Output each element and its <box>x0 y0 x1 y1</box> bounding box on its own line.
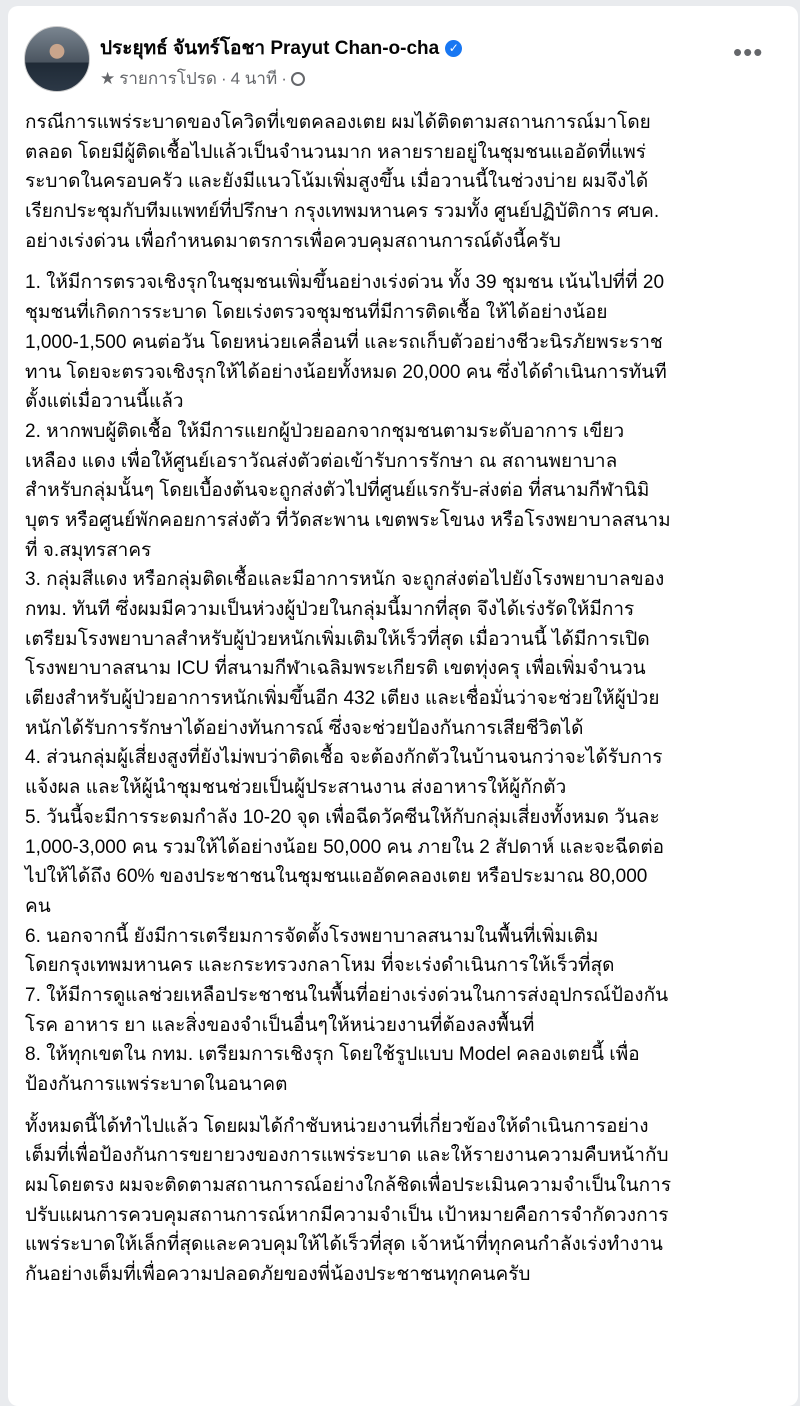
post-text-line: เหลือง แดง เพื่อให้ศูนย์เอราวัณส่งตัวต่อเข้ารับการรักษา ณ สถานพยาบาล <box>25 450 618 472</box>
post-text-line: ตลอด โดยมีผู้ติดเชื้อไปแล้วเป็นจำนวนมาก หลายรายอยู่ในชุมชนแออัดที่แพร่ <box>25 141 646 163</box>
post-text-line: สำหรับกลุ่มนั้นๆ โดยเบื้องต้นจะถูกส่งตัวไปที่ศูนย์แรกรับ-ส่งต่อ ที่สนามกีฬานิมิ <box>25 480 650 502</box>
post-text-line: 4. ส่วนกลุ่มผู้เสี่ยงสูงที่ยังไม่พบว่าติดเชื้อ จะต้องกักตัวในบ้านจนกว่าจะได้รับการ <box>25 747 663 769</box>
post-text-line: แพร่ระบาดให้เล็กที่สุดและควบคุมให้ได้เร็วที่สุด เจ้าหน้าที่ทุกคนกำลังเร่งทำงาน <box>25 1234 663 1256</box>
post-text-line: ตั้งแต่เมื่อวานนี้แล้ว <box>25 391 184 413</box>
post-text-line: หนักได้รับการรักษาได้อย่างทันการณ์ ซึ่งจะช่วยป้องกันการเสียชีวิตได้ <box>25 717 584 739</box>
post-text-line: 7. ให้มีการดูแลช่วยเหลือประชาชนในพื้นที่อย่างเร่งด่วนในการส่งอุปกรณ์ป้องกัน <box>25 984 669 1006</box>
post-paragraph <box>25 108 671 256</box>
post-text-line: ที่ จ.สมุทรสาคร <box>25 539 152 561</box>
post-text-line: 5. วันนี้จะมีการระดมกำลัง 10-20 จุด เพื่อฉีดวัคซีนให้กับกลุ่มเสี่ยงทั้งหมด วันละ <box>25 806 660 828</box>
post-text-line: 2. หากพบผู้ติดเชื้อ ให้มีการแยกผู้ป่วยออกจากชุมชนตามระดับอาการ เขียว <box>25 420 625 442</box>
post-text-line: เตียงสำหรับผู้ป่วยอาการหนักเพิ่มขึ้นอีก 432 เตียง และเชื่อมั่นว่าจะช่วยให้ผู้ป่วย <box>25 688 660 710</box>
meta-separator: · <box>281 68 287 88</box>
post-text-line: ระบาดในครอบครัว และยังมีแนวโน้มเพิ่มสูงขึ้น เมื่อวานนี้ในช่วงบ่าย ผมจึงได้ <box>25 171 649 193</box>
globe-icon <box>291 72 305 86</box>
post-text-line: ชุมชนที่เกิดการระบาด โดยเร่งตรวจชุมชนที่มีการติดเชื้อ ให้ได้อย่างน้อย <box>25 302 608 324</box>
post-text-line: กรณีการแพร่ระบาดของโควิดที่เขตคลองเตย ผมได้ติดตามสถานการณ์มาโดย <box>25 112 651 133</box>
post-text-line: ปรับแผนการควบคุมสถานการณ์หากมีความจำเป็น เป้าหมายคือการจำกัดวงการ <box>25 1204 669 1226</box>
post-text-line: ทั้งหมดนี้ได้ทำไปแล้ว โดยผมได้กำชับหน่วยงานที่เกี่ยวข้องให้ดำเนินการอย่าง <box>25 1115 649 1137</box>
meta-separator: · <box>220 68 227 88</box>
post-text-line: 1. ให้มีการตรวจเชิงรุกในชุมชนเพิ่มขึ้นอย่างเร่งด่วน ทั้ง 39 ชุมชน เน้นไปที่ที่ 20 <box>25 272 665 294</box>
post-text-line: 3. กลุ่มสีแดง หรือกลุ่มติดเชื้อและมีอาการหนัก จะถูกส่งต่อไปยังโรงพยาบาลของ <box>25 569 665 591</box>
post-text-line: 8. ให้ทุกเขตใน กทม. เตรียมการเชิงรุก โดยใช้รูปแบบ Model คลองเตยนี้ เพื่อ <box>25 1044 640 1066</box>
verified-badge-icon: ✓ <box>445 40 462 57</box>
post-timestamp-link[interactable]: 4 นาที <box>230 69 278 88</box>
author-avatar[interactable] <box>24 26 90 92</box>
post-text-line: 1,000-3,000 คน รวมให้ได้อย่างน้อย 50,000 คน ภายใน 2 สัปดาห์ และจะฉีดต่อ <box>25 836 665 858</box>
post-text-line: กทม. ทันที ซึ่งผมมีความเป็นห่วงผู้ป่วยในกลุ่มนี้มากที่สุด จึงได้เร่งรัดให้มีการ <box>25 599 635 620</box>
post-text-line: 1,000-1,500 คนต่อวัน โดยหน่วยเคลื่อนที่ และรถเก็บตัวอย่างชีวะนิรภัยพระราช <box>25 331 663 353</box>
post-paragraph <box>25 1112 671 1290</box>
post-text-line: ทาน โดยจะตรวจเชิงรุกให้ได้อย่างน้อยทั้งหมด 20,000 คน ซึ่งได้ดำเนินการทันที <box>25 361 667 383</box>
post-card <box>8 6 798 1406</box>
more-options-icon[interactable]: ••• <box>733 37 764 67</box>
author-name-link[interactable]: ประยุทธ์ จันทร์โอชา Prayut Chan-o-cha <box>100 38 440 59</box>
post-text-line: ผมโดยตรง ผมจะติดตามสถานการณ์อย่างใกล้ชิดเพื่อประเมินความจำเป็นในการ <box>25 1175 672 1197</box>
post-text-line: คน <box>25 895 51 917</box>
post-text-line: ป้องกันการแพร่ระบาดในอนาคต <box>25 1074 288 1095</box>
post-text-line: ไปให้ได้ถึง 60% ของประชาชนในชุมชนแออัดคลองเตย หรือประมาณ 80,000 <box>25 866 648 888</box>
post-text-line: 6. นอกจากนี้ ยังมีการเตรียมการจัดตั้งโรงพยาบาลสนามในพื้นที่เพิ่มเติม <box>25 925 599 947</box>
post-text-line: กันอย่างเต็มที่เพื่อความปลอดภัยของพี่น้องประชาชนทุกคนครับ <box>25 1264 531 1286</box>
post-text-line: อย่างเร่งด่วน เพื่อกำหนดมาตรการเพื่อควบคุมสถานการณ์ดังนี้ครับ <box>25 230 561 252</box>
post-text-line: แจ้งผล และให้ผู้นำชุมชนช่วยเป็นผู้ประสานงาน ส่งอาหารให้ผู้กักตัว <box>25 777 567 799</box>
post-body <box>25 108 671 1290</box>
post-text-line: บุตร หรือศูนย์พักคอยการส่งตัว ที่วัดสะพาน เขตพระโขนง หรือโรงพยาบาลสนาม <box>25 509 671 531</box>
author-row <box>100 33 462 63</box>
post-text-line: โรค อาหาร ยา และสิ่งของจำเป็นอื่นๆให้หน่วยงานที่ต้องลงพื้นที่ <box>25 1014 535 1036</box>
post-paragraph <box>25 268 671 1099</box>
post-text-line: โดยกรุงเทพมหานคร และกระทรวงกลาโหม ที่จะเร่งดำเนินการให้เร็วที่สุด <box>25 955 615 977</box>
star-icon: ★ <box>100 68 116 88</box>
post-text-line: เตรียมโรงพยาบาลสำหรับผู้ป่วยหนักเพิ่มเติมให้เร็วที่สุด เมื่อวานนี้ ได้มีการเปิด <box>25 628 650 650</box>
post-text-line: โรงพยาบาลสนาม ICU ที่สนามกีฬาเฉลิมพระเกียรติ เขตทุ่งครุ เพื่อเพิ่มจำนวน <box>25 658 646 680</box>
post-text-line: เต็มที่เพื่อป้องกันการขยายวงของการแพร่ระบาด และให้รายงานความคืบหน้ากับ <box>25 1145 669 1167</box>
favorites-label: รายการโปรด <box>119 69 217 88</box>
post-text-line: เรียกประชุมกับทีมแพทย์ที่ปรึกษา กรุงเทพมหานคร รวมทั้ง ศูนย์ปฏิบัติการ ศบค. <box>25 201 660 223</box>
post-meta <box>100 65 305 92</box>
